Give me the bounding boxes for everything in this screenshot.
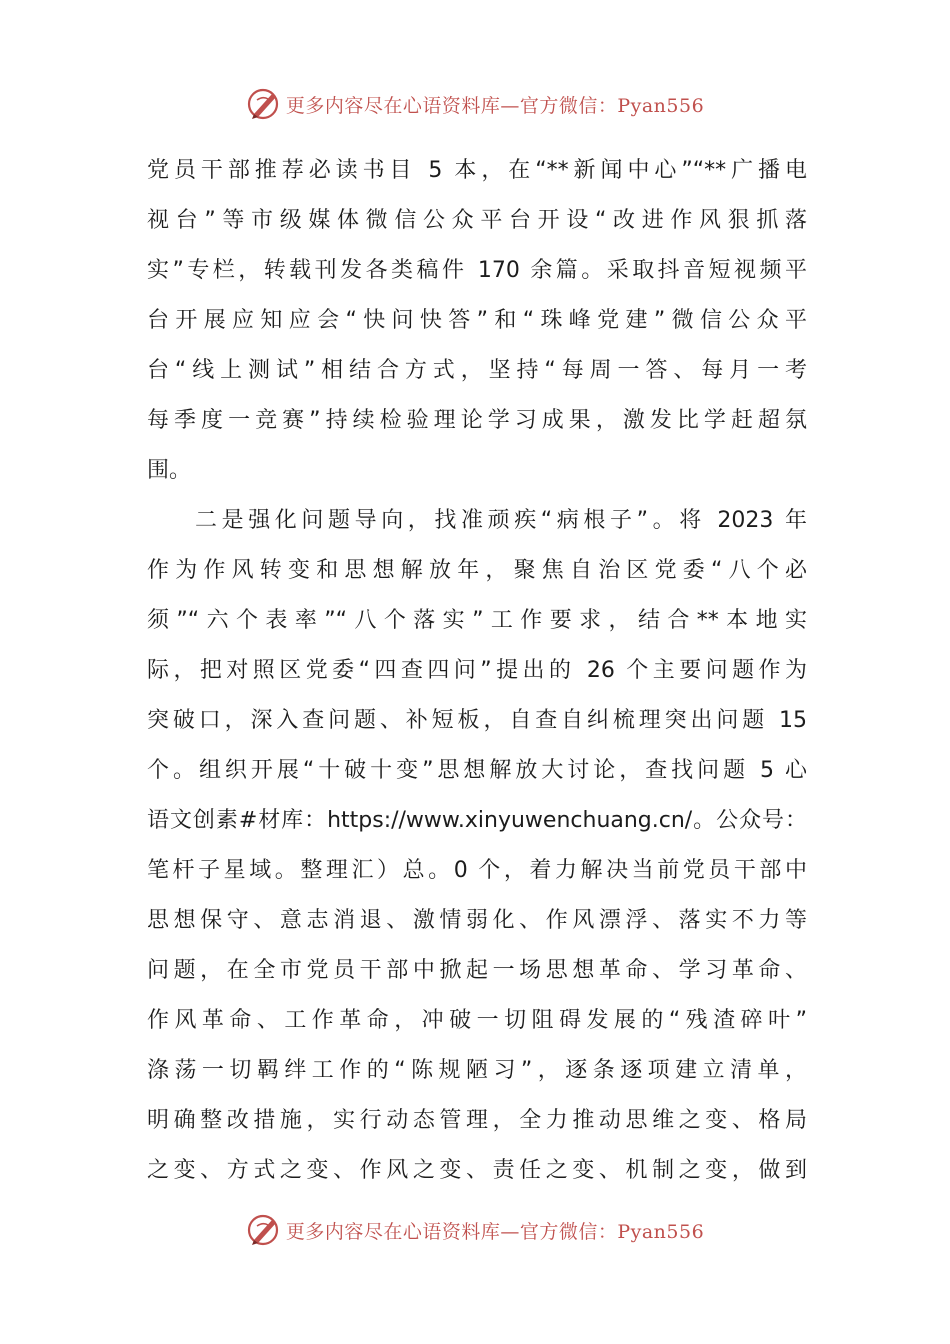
text-line: 须”“六个表率”“八个落实”工作要求，结合**本地实 [147, 608, 807, 633]
text-line: 二是强化问题导向，找准顽疾“病根子”。将 2023 年 [195, 508, 807, 533]
text-line: 明确整改措施，实行动态管理，全力推动思维之变、格局 [147, 1108, 807, 1133]
text-line: 党员干部推荐必读书目 5 本，在“**新闻中心”“**广播电 [147, 158, 807, 183]
text-line: 台“线上测试”相结合方式，坚持“每周一答、每月一考 [147, 358, 807, 383]
text-line: 个。组织开展“十破十变”思想解放大讨论，查找问题 5 心 [147, 758, 807, 783]
text-line: 实”专栏，转载刊发各类稿件 170 余篇。采取抖音短视频平 [147, 258, 807, 283]
document-body [147, 146, 807, 1196]
footer-watermark [0, 1210, 950, 1250]
text-line: 视台”等市级媒体微信公众平台开设“改进作风狠抓落 [147, 208, 807, 233]
text-line: 作为作风转变和思想解放年，聚焦自治区党委“八个必 [147, 558, 807, 583]
text-line: 围。 [147, 458, 192, 483]
text-line: 思想保守、意志消退、激情弱化、作风漂浮、落实不力等 [147, 908, 807, 933]
pen-logo-icon [246, 86, 282, 122]
text-line: 涤荡一切羁绊工作的“陈规陋习”，逐条逐项建立清单， [147, 1058, 807, 1083]
text-line: 突破口，深入查问题、补短板，自查自纠梳理突出问题 15 [147, 708, 807, 733]
text-line: 问题，在全市党员干部中掀起一场思想革命、学习革命、 [147, 958, 807, 983]
footer-watermark-text: 更多内容尽在心语资料库—官方微信：Pyan556 [285, 1220, 705, 1243]
text-line: 笔杆子星域。整理汇）总。0 个，着力解决当前党员干部中 [147, 858, 807, 883]
text-line: 际，把对照区党委“四查四问”提出的 26 个主要问题作为 [147, 658, 807, 683]
text-line: 作风革命、工作革命，冲破一切阻碍发展的“残渣碎叶” [147, 1008, 807, 1033]
text-line: 之变、方式之变、作风之变、责任之变、机制之变，做到 [147, 1158, 807, 1183]
text-line: 台开展应知应会“快问快答”和“珠峰党建”微信公众平 [147, 308, 807, 333]
pen-logo-icon [246, 1212, 282, 1248]
text-line: 每季度一竞赛”持续检验理论学习成果，激发比学赶超氛 [147, 408, 807, 433]
header-watermark-text: 更多内容尽在心语资料库—官方微信：Pyan556 [285, 94, 705, 117]
text-line: 语文创素#材库：https://www.xinyuwenchuang.cn/。公众号： [147, 808, 807, 833]
header-watermark [0, 84, 950, 124]
